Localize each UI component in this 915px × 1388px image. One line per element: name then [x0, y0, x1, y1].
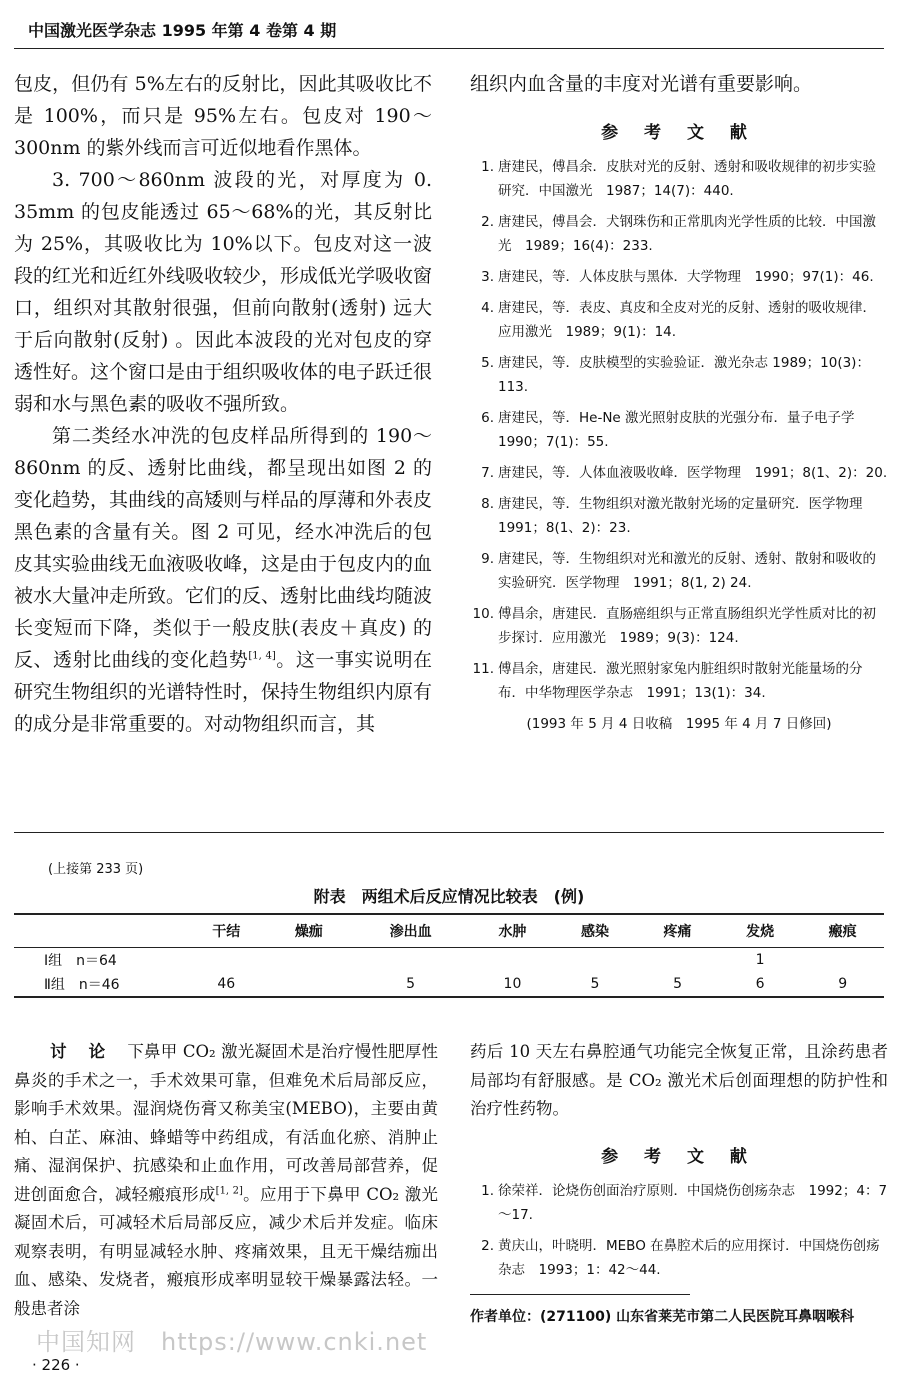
reference-text: 唐建民，傅昌会．犬钢珠伤和正常肌肉光学性质的比较．中国激光 1989；16(4)：233. [498, 214, 876, 254]
table-title: 附表 两组术后反应情况比较表 (例) [313, 887, 585, 906]
reference-item [470, 1234, 888, 1282]
table-cell: 5 [554, 972, 637, 997]
reference-item [470, 602, 888, 650]
reference-text: 傅昌余，唐建民．直肠癌组织与正常直肠组织光学性质对比的初步探讨．应用激光 1989；9(3)：124. [498, 606, 876, 646]
reference-text: 傅昌余，唐建民．激光照射家兔内脏组织时散射光能量场的分布．中华物理医学杂志 1991；13(1)：34. [498, 661, 863, 701]
table-cell [554, 948, 637, 973]
reference-text: 唐建民，等．人体血液吸收峰．医学物理 1991；8(1、2)：20. [498, 465, 888, 481]
table-header-cell: 渗出血 [350, 914, 471, 948]
table-row [14, 972, 884, 997]
discussion-heading: 讨 论 [50, 1042, 114, 1061]
header-divider [14, 48, 884, 49]
table-cell: 5 [636, 972, 719, 997]
table-cell: 10 [471, 972, 554, 997]
reference-item [470, 296, 888, 344]
reaction-table [14, 913, 884, 998]
reference-number: 4. [481, 300, 494, 316]
table-cell: 1 [755, 952, 765, 968]
table-cell: 46 [185, 972, 268, 997]
reference-number: 7. [481, 465, 494, 481]
table-header-cell: 干结 [185, 914, 268, 948]
reference-item [470, 461, 888, 485]
table-cell: 6 [719, 972, 802, 997]
citation-1-2: [1, 2] [215, 1185, 243, 1196]
references-title: 参 考 文 献 [601, 123, 757, 143]
paragraph-3-text-a: 第二类经水冲洗的包皮样品所得到的 190～860nm 的反、透射比曲线，都呈现出如图 2 的变化趋势，其曲线的高矮则与样品的厚薄和外表皮黑色素的含量有关。图 2 可见，经水冲洗后的包皮其实验曲线无血液吸收峰，这是由于包皮内的血被水大量冲走所致。它们的反、透射比曲线均随波长变短而下降，类似于一般皮肤(表皮＋真皮) 的反、透射比曲线的变化趋势 [14, 425, 433, 671]
reference-text: 徐荣祥．论烧伤创面治疗原则．中国烧伤创疡杂志 1992；4：7～17. [498, 1182, 888, 1223]
reference-item [470, 657, 888, 705]
references-list-2 [470, 1179, 888, 1282]
received-date: (1993 年 5 月 4 日收稿 1995 年 4 月 7 日修回) [526, 716, 832, 732]
references-list [470, 155, 888, 705]
table-cell [268, 972, 351, 997]
reference-number: 5. [481, 355, 494, 371]
group-label: Ⅰ组 n＝64 [44, 953, 117, 969]
lower-left-column [14, 1038, 438, 1323]
table-header-cell: 瘢痕 [801, 914, 884, 948]
continued-from-note: (上接第 233 页) [48, 862, 144, 877]
reference-item [470, 210, 888, 258]
reference-number: 8. [481, 496, 494, 512]
reference-text: 唐建民，傅昌余．皮肤对光的反射、透射和吸收规律的初步实验研究．中国激光 1987；14(7)：440. [498, 159, 876, 199]
table-cell [471, 948, 554, 973]
references-title-2: 参 考 文 献 [601, 1146, 757, 1167]
table-header-cell: 水肿 [471, 914, 554, 948]
reference-item [470, 155, 888, 203]
cnki-watermark: 中国知网 https://www.cnki.net [36, 1328, 428, 1356]
table-header-cell [14, 914, 185, 948]
table-cell: 5 [350, 972, 471, 997]
reference-number: 1. [481, 159, 494, 175]
reference-text: 唐建民，等．He-Ne 激光照射皮肤的光强分布．量子电子学 1990；7(1)：55. [498, 410, 869, 450]
discussion-paragraph [14, 1038, 438, 1323]
reference-number: 11. [472, 661, 494, 677]
paragraph-1: 包皮，但仍有 5%左右的反射比，因此其吸收比不是 100%，而只是 95%左右。包皮对 190～300nm 的紫外线而言可近似地看作黑体。 [14, 73, 432, 159]
group-label: Ⅱ组 n＝46 [14, 972, 185, 997]
continued-paragraph: 组织内血含量的丰度对光谱有重要影响。 [470, 73, 813, 95]
reference-item [470, 1179, 888, 1227]
table-header-cell: 发烧 [719, 914, 802, 948]
reference-text: 唐建民，等．表皮、真皮和全皮对光的反射、透射的吸收规律．应用激光 1989；9(1)：14. [498, 300, 876, 340]
reference-text: 黄庆山，叶晓明．MEBO 在鼻腔术后的应用探讨．中国烧伤创疡杂志 1993；1：42～44. [498, 1237, 880, 1278]
reference-text: 唐建民，等．人体皮肤与黑体．大学物理 1990；97(1)：46. [498, 269, 874, 285]
discussion-text-a: 下鼻甲 CO₂ 激光凝固术是治疗慢性肥厚性鼻炎的手术之一，手术效果可靠，但难免术后局部反应，影响手术效果。湿润烧伤膏又称美宝(MEBO)，主要由黄柏、白芷、麻油、蜂蜡等中药组成，有活血化瘀、消肿止痛、湿润保护、抗感染和止血作用，可改善局部营养，促进创面愈合，减轻瘢痕形成 [14, 1042, 438, 1204]
reference-number: 2. [481, 1237, 494, 1254]
upper-left-column [14, 68, 432, 740]
table-cell [185, 948, 268, 973]
section-divider [14, 832, 884, 833]
reference-number: 3. [481, 269, 494, 285]
reference-item [470, 351, 888, 399]
reference-number: 1. [481, 1182, 494, 1199]
upper-right-column [470, 68, 888, 732]
footnote-divider [470, 1294, 690, 1295]
table-cell [636, 948, 719, 973]
table-header-row [14, 914, 884, 948]
reference-text: 唐建民，等．生物组织对激光散射光场的定量研究．医学物理 1991；8(1、2)：23. [498, 496, 876, 536]
table-cell [350, 948, 471, 973]
reference-text: 唐建民，等．皮肤模型的实验验证．激光杂志 1989；10(3)：113. [498, 355, 870, 395]
reference-item [470, 406, 888, 454]
lower-right-column [470, 1038, 888, 1327]
reference-item [470, 492, 888, 540]
table-cell [268, 948, 351, 973]
reference-number: 2. [481, 214, 494, 230]
citation-1-4: [1, 4] [248, 650, 276, 662]
paragraph-3-text-b: 。这一事实说明在研究生物组织的光谱特性时，保持生物组织内原有的成分是非常重要的。对动物组织而言，其 [14, 649, 433, 735]
table-cell: 9 [801, 972, 884, 997]
reference-number: 6. [481, 410, 494, 426]
table-header-cell: 疼痛 [636, 914, 719, 948]
page-number: · 226 · [32, 1356, 80, 1374]
journal-header: 中国激光医学杂志 1995 年第 4 卷第 4 期 [28, 21, 337, 40]
paragraph-2: 3. 700～860nm 波段的光，对厚度为 0. 35mm 的包皮能透过 65～68%的光，其反射比为 25%，其吸收比为 10%以下。包皮对这一波段的红光和近红外线吸收较少，形成低光学吸收窗口，组织对其散射很强，但前向散射(透射) 远大于后向散射(反射) 。因此本波段的光对包皮的穿透性好。这个窗口是由于组织吸收体的电子跃迁很弱和水与黑色素的吸收不强所致。 [14, 169, 433, 415]
table-header-cell: 燥痂 [268, 914, 351, 948]
table-header-cell: 感染 [554, 914, 637, 948]
discussion-text-b: 。应用于下鼻甲 CO₂ 激光凝固术后，可减轻术后局部反应，减少术后并发症。临床观察表明，有明显减轻水肿、疼痛效果，且无干燥结痂出血、感染、发烧者，瘢痕形成率明显较干燥暴露法轻。一般患者涂 [14, 1184, 438, 1318]
author-unit: 作者单位：(271100) 山东省莱芜市第二人民医院耳鼻咽喉科 [470, 1308, 855, 1325]
paragraph-3 [14, 420, 432, 740]
reference-number: 10. [472, 606, 494, 622]
reference-item [470, 265, 888, 289]
table-cell [801, 948, 884, 973]
reference-number: 9. [481, 551, 494, 567]
table-row [14, 948, 884, 973]
reference-text: 唐建民，等．生物组织对光和激光的反射、透射、散射和吸收的实验研究．医学物理 1991；8(1, 2) 24. [498, 551, 876, 591]
reference-item [470, 547, 888, 595]
discussion-continued: 药后 10 天左右鼻腔通气功能完全恢复正常，且涂药患者局部均有舒服感。是 CO₂ 激光术后创面理想的防护性和治疗性药物。 [470, 1042, 888, 1118]
